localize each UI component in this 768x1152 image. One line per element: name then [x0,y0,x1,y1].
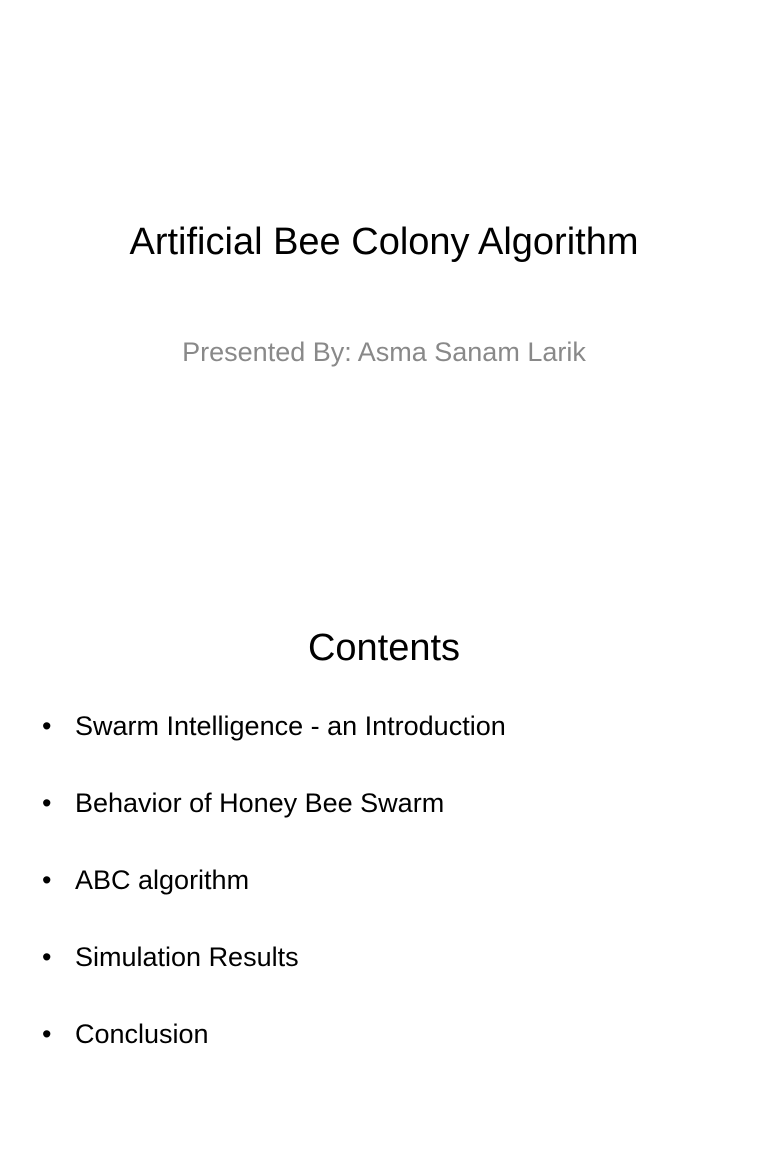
contents-list-item [42,780,742,857]
bullet-icon: • [42,788,52,818]
contents-item-label: Behavior of Honey Bee Swarm [75,788,445,818]
contents-item-label: ABC algorithm [75,865,250,895]
slide-contents [0,576,768,1152]
slide-title-heading: Artificial Bee Colony Algorithm [129,221,639,263]
bullet-icon: • [42,711,52,741]
contents-item-label: Swarm Intelligence - an Introduction [75,711,506,741]
slide-subtitle: Presented By: Asma Sanam Larik [182,337,586,367]
contents-list-item [42,1011,742,1088]
bullet-icon: • [42,1019,52,1049]
contents-item-label: Conclusion [75,1019,209,1049]
contents-item-label: Simulation Results [75,942,299,972]
contents-list-item [42,703,742,780]
contents-list-item [42,857,742,934]
contents-heading: Contents [307,627,461,669]
bullet-icon: • [42,942,52,972]
bullet-icon: • [42,865,52,895]
contents-list-item [42,934,742,1011]
contents-list [42,703,742,1088]
